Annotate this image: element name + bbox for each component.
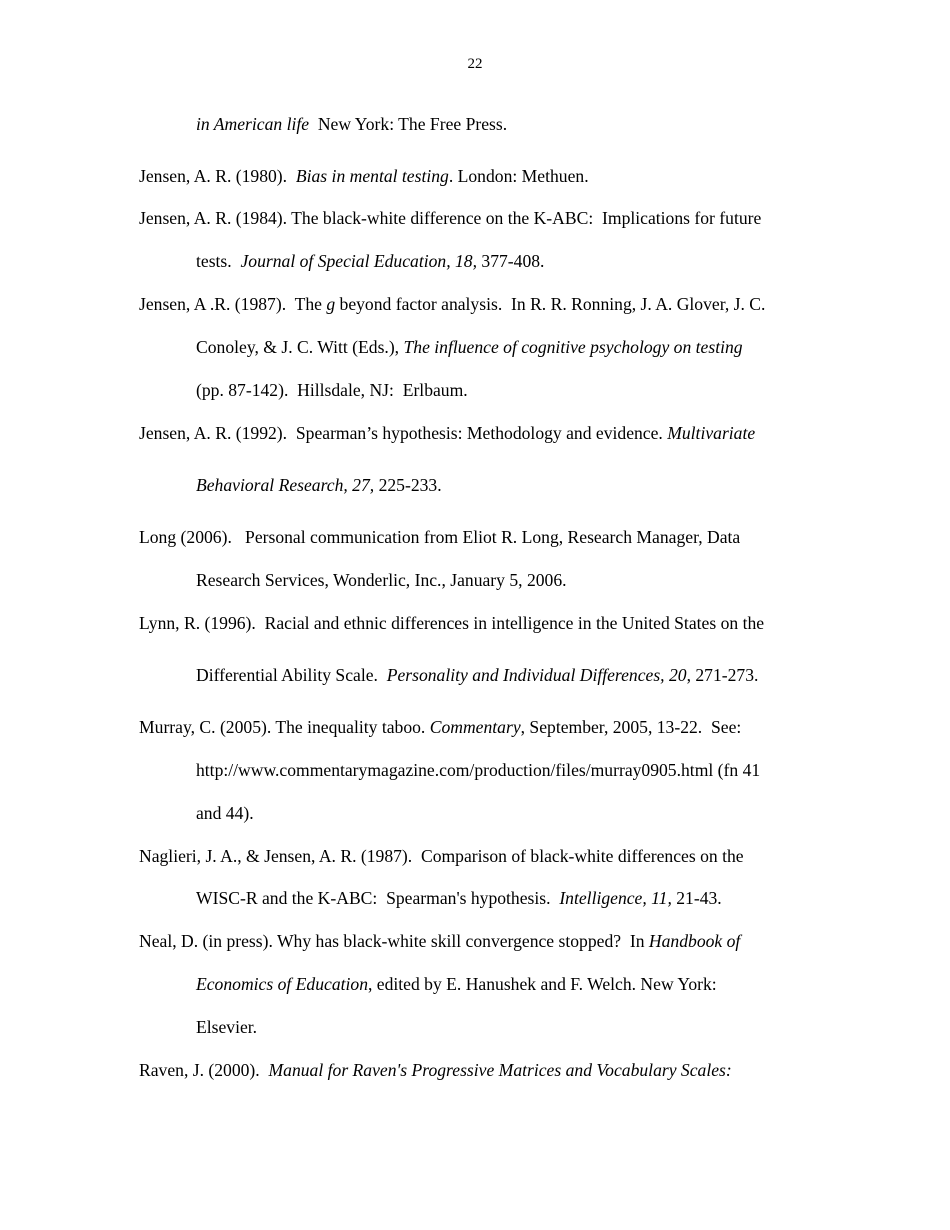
reference-line: Lynn, R. (1996). Racial and ethnic differences in intelligence in the United States on the (139, 613, 765, 633)
reference-line: in American life New York: The Free Press. (196, 114, 508, 134)
reference-url: http://www.commentarymagazine.com/production/files/murray0905.html (fn 41 (196, 760, 761, 780)
reference-line: WISC-R and the K-ABC: Spearman's hypothesis. Intelligence, 11, 21-43. (196, 888, 722, 908)
reference-line: Jensen, A .R. (1987). The g beyond factor analysis. In R. R. Ronning, J. A. Glover, J. C. (139, 294, 766, 314)
reference-line: (pp. 87-142). Hillsdale, NJ: Erlbaum. (196, 380, 468, 400)
page-number: 22 (467, 56, 483, 72)
reference-line: Behavioral Research, 27, 225-233. (196, 475, 442, 495)
reference-line: and 44). (196, 803, 254, 823)
reference-line: Naglieri, J. A., & Jensen, A. R. (1987). Comparison of black-white differences on the (139, 846, 744, 866)
reference-line: Differential Ability Scale. Personality and Individual Differences, 20, 271-273. (196, 665, 759, 685)
reference-line: Raven, J. (2000). Manual for Raven's Progressive Matrices and Vocabulary Scales: (139, 1060, 732, 1080)
reference-line: Jensen, A. R. (1984). The black-white difference on the K-ABC: Implications for future (139, 208, 762, 228)
reference-line: Long (2006). Personal communication from Eliot R. Long, Research Manager, Data (139, 527, 741, 547)
reference-line: Jensen, A. R. (1980). Bias in mental testing. London: Methuen. (139, 166, 589, 186)
reference-line: Conoley, & J. C. Witt (Eds.), The influence of cognitive psychology on testing (196, 337, 743, 357)
reference-line: tests. Journal of Special Education, 18, 377-408. (196, 251, 545, 271)
reference-line: Neal, D. (in press). Why has black-white skill convergence stopped? In Handbook of (139, 931, 741, 951)
reference-line: Jensen, A. R. (1992). Spearman’s hypothesis: Methodology and evidence. Multivariate (139, 423, 756, 443)
reference-line: Economics of Education, edited by E. Hanushek and F. Welch. New York: (196, 974, 717, 994)
reference-line: Elsevier. (196, 1017, 258, 1037)
reference-line: Murray, C. (2005). The inequality taboo. Commentary, September, 2005, 13-22. See: (139, 717, 742, 737)
reference-line: Research Services, Wonderlic, Inc., January 5, 2006. (196, 570, 567, 590)
